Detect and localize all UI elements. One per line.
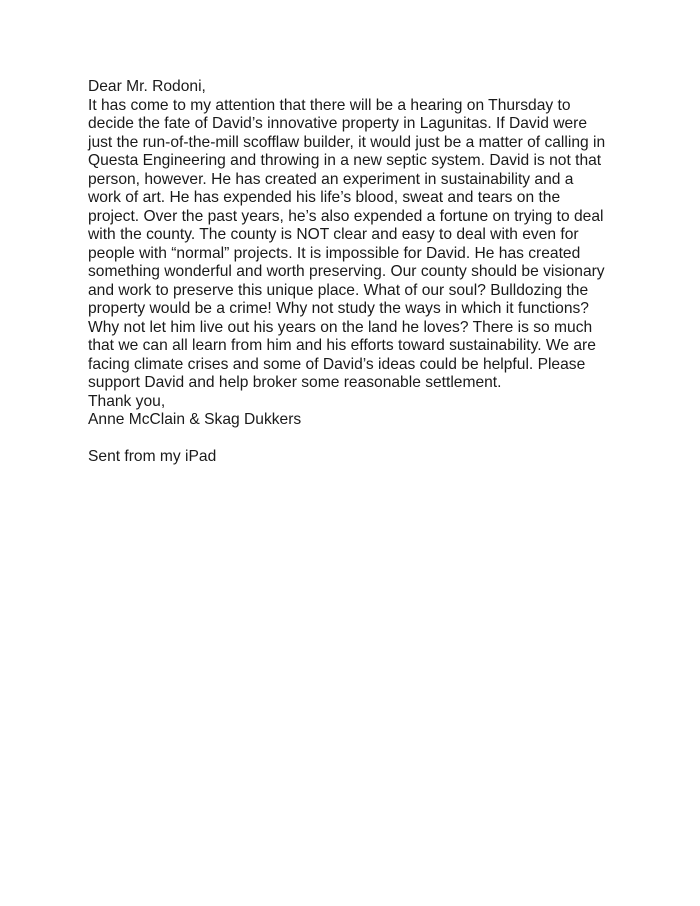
- body-line: facing climate crises and some of David’s ideas could be helpful. Please: [88, 355, 586, 373]
- body-line: property would be a crime! Why not study the ways in which it functions?: [88, 300, 589, 317]
- closing: Thank you,: [88, 392, 166, 410]
- body-line: and work to preserve this unique place. What of our soul? Bulldozing the: [88, 281, 589, 299]
- body-line: decide the fate of David’s innovative property in Lagunitas. If David were: [88, 115, 587, 132]
- body-line: support David and help broker some reasonable settlement.: [88, 374, 502, 391]
- body-line: people with “normal” projects. It is impossible for David. He has created: [88, 244, 581, 262]
- body-line: work of art. He has expended his life’s blood, sweat and tears on the: [88, 189, 561, 206]
- body-line: that we can all learn from him and his efforts toward sustainability. We are: [88, 337, 596, 354]
- body-line: Why not let him live out his years on the land he loves? There is so much: [88, 318, 593, 336]
- salutation: Dear Mr. Rodoni,: [88, 78, 206, 95]
- email-letter: [88, 78, 648, 467]
- body-line: project. Over the past years, he’s also expended a fortune on trying to deal: [88, 207, 604, 225]
- spacer: [88, 430, 648, 449]
- footer-note: Sent from my iPad: [88, 448, 217, 465]
- body-line: It has come to my attention that there will be a hearing on Thursday to: [88, 96, 571, 114]
- signature: Anne McClain & Skag Dukkers: [88, 411, 302, 428]
- body-line: just the run-of-the-mill scofflaw builder, it would just be a matter of calling in: [88, 133, 606, 151]
- body-line: something wonderful and worth preserving. Our county should be visionary: [88, 263, 605, 280]
- body-line: person, however. He has created an experiment in sustainability and a: [88, 170, 574, 188]
- body-line: Questa Engineering and throwing in a new septic system. David is not that: [88, 152, 602, 169]
- body-line: with the county. The county is NOT clear and easy to deal with even for: [88, 226, 579, 243]
